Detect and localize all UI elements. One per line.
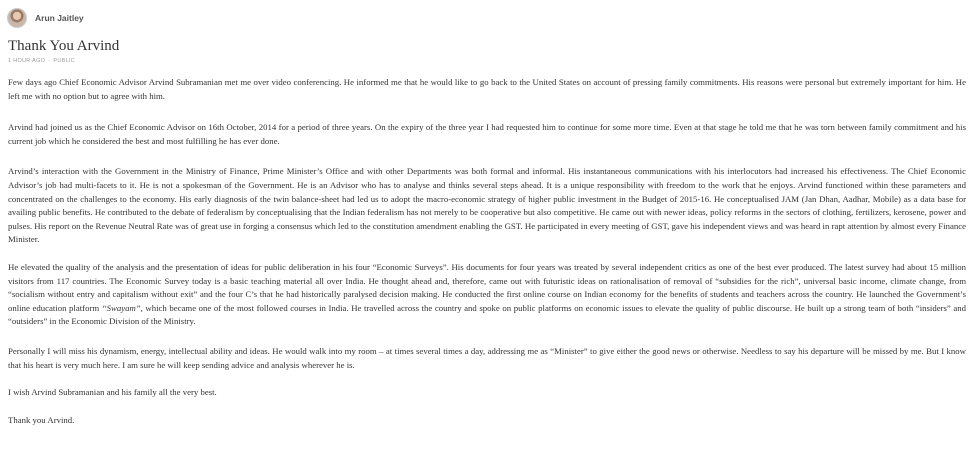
paragraph: Arvind had joined us as the Chief Economic Advisor on 16th October, 2014 for a period of three years. On the expiry of the three year I had requested him to continue for some more time. Even at that stage he told me that he was torn between family commitment and his current job which he considered the best and most fulfilling he has ever done. xyxy=(8,122,966,146)
paragraph: Arvind’s interaction with the Government in the Ministry of Finance, Prime Minister’s Office and with other Departments was both formal and informal. His instantaneous communications with his interlocutors had increased his effectiveness. The Chief Economic Advisor’s job had multi-facets to it. He is not a spokesman of the Government. He is an Advisor who has to analyse and thinks several steps ahead. It is a unique responsibility with freedom to the work that he enjoys. Arvind functioned within these parameters and concentrated on the challenges to the economy. His early diagnosis of the twin balance-sheet had led us to adopt the macro-economic strategy of higher public investment in the Budget of 2015-16. He conceptualised JAM (Jan Dhan, Aadhar, Mobile) as a data base for availing public benefits. He contributed to the debate of federalism by conceptualising that the Indian federalism has not merely to be cooperative but also competitive. He came out with newer ideas, policy reforms in the sectors of clothing, fertilizers, kerosene, power and pulses. His report on the Revenue Neutral Rate was of great use in forging a consensus which led to the constitution amendment enabling the GST. He participated in every meeting of GST, gave his independent views and was heard in rapt attention by almost every Finance Minister. xyxy=(8,166,966,245)
paragraph-text: He elevated the quality of the analysis and the presentation of ideas for public deliberation in his four “Economic Surveys”. His documents for four years was treated by several independent critics as one of the best ever produced. The latest survey had about 15 million visitors from 117 countries. The Economic Survey today is a basic teaching material all over India. He thought ahead and, therefore, came out with futuristic ideas on rationalisation of removal of “subsidies for the rich”, universal basic income, climate change, from “socialism without entry and capitalism without exit” and the four C’s that he had historically paralysed decision making. He conducted the first online course on Indian economy for the benefits of students and teachers across the country. He launched the Government’s online education platform xyxy=(8,261,966,313)
paragraph: Personally I will miss his dynamism, energy, intellectual ability and ideas. He would walk into my room – at times several times a day, addressing me as “Minister” to give either the good news or otherwise. Needless to say his departure will be missed by me. But I know that his heart is very much here. I am sure he will keep sending advice and analysis wherever he is. xyxy=(8,345,966,370)
swayam-text: “Swayam” xyxy=(101,302,141,313)
post-title: Thank You Arvind xyxy=(8,38,120,54)
meta-separator: · xyxy=(48,58,51,64)
paragraph: I wish Arvind Subramanian and his family all the very best. xyxy=(8,387,217,398)
author-name[interactable]: Arun Jaitley xyxy=(35,13,84,23)
paragraph: Thank you Arvind. xyxy=(8,414,75,425)
post-visibility: PUBLIC xyxy=(53,58,76,64)
post-time: 1 HOUR AGO xyxy=(8,58,46,64)
author-avatar[interactable] xyxy=(7,8,27,28)
post-body xyxy=(8,76,966,427)
author-bar xyxy=(7,7,84,29)
paragraph xyxy=(8,261,966,329)
paragraph-text: , which became one of the most followed courses in India. He travelled across the country and spoke on public platforms on economic issues to elevate the quality of public discourse. He built up a strong team of both “insiders” and “outsiders” in the Economic Division of the Ministry. xyxy=(8,302,967,327)
post-meta xyxy=(8,58,75,64)
paragraph: Few days ago Chief Economic Advisor Arvind Subramanian met me over video conferencing. He informed me that he would like to go back to the United States on account of pressing family commitments. His reasons were personal but extremely important for him. He left me with no option but to agree with him. xyxy=(8,77,966,101)
